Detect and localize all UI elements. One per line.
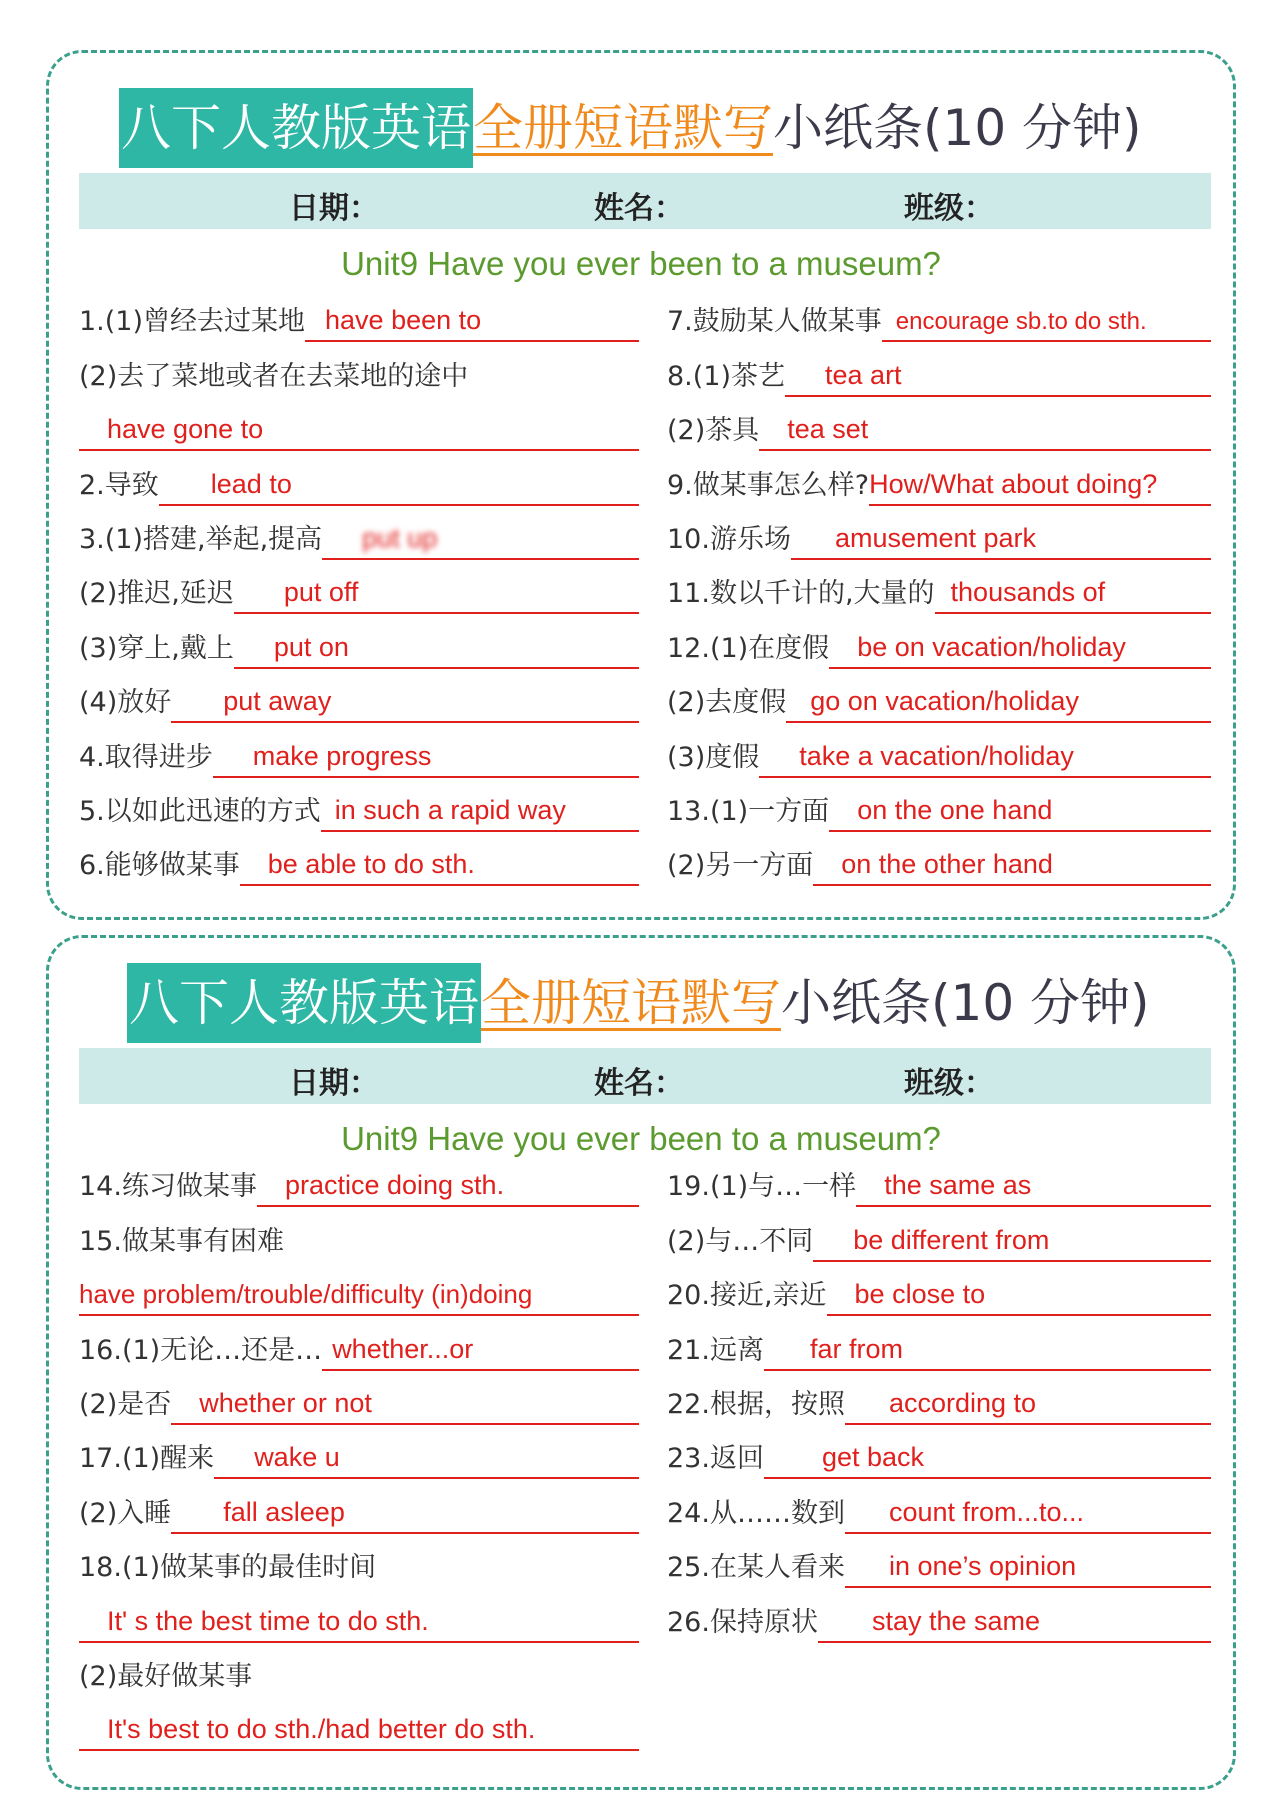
- worksheet-title: [127, 963, 1150, 1043]
- phrase-answer: in such a rapid way: [321, 795, 639, 832]
- phrase-prompt: (2)茶具: [667, 415, 760, 447]
- left-column: [79, 1153, 639, 1751]
- phrase-row: [667, 669, 1211, 723]
- phrase-prompt: 21.远离: [667, 1334, 764, 1366]
- phrase-answer: on the one hand: [829, 795, 1211, 832]
- phrase-row: [667, 451, 1211, 505]
- phrase-row: [667, 1588, 1211, 1642]
- phrase-prompt: 17.(1)醒来: [79, 1443, 215, 1475]
- phrase-answer: How/What about doing?: [869, 469, 1211, 506]
- phrase-prompt: 12.(1)在度假: [667, 632, 830, 664]
- phrase-row: [79, 342, 639, 396]
- phrase-answer: be different from: [813, 1225, 1211, 1262]
- worksheet-card-2: [46, 935, 1236, 1790]
- phrase-prompt: 4.取得进步: [79, 741, 213, 773]
- phrase-prompt: (4)放好: [79, 687, 172, 719]
- phrase-prompt: 23.返回: [667, 1443, 764, 1475]
- left-column: [79, 288, 639, 886]
- phrase-prompt: (2)另一方面: [667, 850, 814, 882]
- title-part-3: 小纸条(10 分钟): [781, 974, 1150, 1032]
- phrase-answer: whether or not: [171, 1388, 639, 1425]
- phrase-row: [667, 1316, 1211, 1370]
- phrase-answer: wake u: [214, 1442, 639, 1479]
- phrase-row: [667, 1207, 1211, 1261]
- phrase-row: [79, 1153, 639, 1207]
- phrase-row: [79, 397, 639, 451]
- phrase-row: [667, 1534, 1211, 1588]
- phrase-row: [79, 1316, 639, 1370]
- name-label: 姓名：: [594, 1066, 684, 1101]
- phrase-prompt: (3)度假: [667, 741, 760, 773]
- phrase-row: [79, 832, 639, 886]
- phrase-prompt: 6.能够做某事: [79, 850, 240, 882]
- phrase-row: [79, 1207, 639, 1261]
- phrase-row: [79, 723, 639, 777]
- phrase-answer: [322, 523, 639, 560]
- worksheet-card-1: [46, 50, 1236, 920]
- phrase-row: [79, 1479, 639, 1533]
- phrase-prompt: 24.从……数到: [667, 1497, 845, 1529]
- class-label: 班级：: [904, 191, 994, 226]
- phrase-row: [79, 778, 639, 832]
- title-part-2: 全册短语默写: [481, 974, 781, 1032]
- phrase-row: [79, 614, 639, 668]
- phrase-answer: practice doing sth.: [257, 1170, 639, 1207]
- phrase-answer: tea set: [759, 414, 1211, 451]
- phrase-prompt: 10.游乐场: [667, 523, 791, 555]
- phrase-answer: have gone to: [79, 414, 639, 451]
- phrase-row: [667, 288, 1211, 342]
- phrase-answer: be able to do sth.: [240, 849, 639, 886]
- phrase-answer: the same as: [856, 1170, 1211, 1207]
- phrase-prompt: (3)穿上,戴上: [79, 632, 234, 664]
- info-bar: [79, 1048, 1211, 1104]
- phrase-prompt: 20.接近,亲近: [667, 1280, 827, 1312]
- title-part-1: 八下人教版英语: [127, 963, 481, 1043]
- class-label: 班级：: [904, 1066, 994, 1101]
- phrase-answer: put on: [234, 632, 639, 669]
- phrase-prompt: 18.(1)做某事的最佳时间: [79, 1552, 377, 1584]
- phrase-row: [79, 451, 639, 505]
- right-column: [667, 288, 1211, 886]
- phrase-answer: be on vacation/holiday: [829, 632, 1211, 669]
- phrase-answer: whether...or: [322, 1334, 639, 1371]
- phrase-answer: get back: [764, 1442, 1211, 1479]
- phrase-prompt: 2.导致: [79, 469, 159, 501]
- phrase-row: [79, 1643, 639, 1697]
- phrase-answer: according to: [845, 1388, 1211, 1425]
- phrase-prompt: 13.(1)一方面: [667, 795, 830, 827]
- phrase-answer: stay the same: [818, 1606, 1211, 1643]
- phrase-row: [79, 1262, 639, 1316]
- phrase-answer: be close to: [827, 1279, 1211, 1316]
- phrase-row: [667, 1479, 1211, 1533]
- phrase-row: [79, 1697, 639, 1751]
- unit-heading: Unit9 Have you ever been to a museum?: [341, 245, 941, 282]
- phrase-answer: tea art: [785, 360, 1211, 397]
- phrase-prompt: 1.(1)曾经去过某地: [79, 306, 306, 338]
- phrase-row: [667, 397, 1211, 451]
- phrase-row: [79, 1588, 639, 1642]
- phrase-answer: make progress: [213, 741, 639, 778]
- worksheet-title: [119, 88, 1142, 168]
- phrase-answer: go on vacation/holiday: [786, 686, 1211, 723]
- phrase-row: [667, 723, 1211, 777]
- phrase-answer: It' s the best time to do sth.: [79, 1606, 639, 1643]
- info-bar: [79, 173, 1211, 229]
- phrase-row: [667, 560, 1211, 614]
- phrase-answer: take a vacation/holiday: [759, 741, 1211, 778]
- phrase-prompt: 26.保持原状: [667, 1606, 818, 1638]
- phrase-row: [79, 560, 639, 614]
- phrase-answer: have been to: [305, 305, 639, 342]
- phrase-prompt: 9.做某事怎么样?: [667, 469, 870, 501]
- phrase-prompt: 16.(1)无论…还是…: [79, 1334, 323, 1366]
- phrase-prompt: 8.(1)茶艺: [667, 360, 786, 392]
- phrase-answer: in one’s opinion: [845, 1551, 1211, 1588]
- phrase-row: [667, 1262, 1211, 1316]
- phrase-row: [667, 1425, 1211, 1479]
- phrase-prompt: 25.在某人看来: [667, 1552, 845, 1584]
- phrase-row: [79, 506, 639, 560]
- phrase-answer: have problem/trouble/difficulty (in)doing: [79, 1279, 639, 1316]
- phrase-answer: on the other hand: [813, 849, 1211, 886]
- phrase-answer: fall asleep: [171, 1497, 639, 1534]
- phrase-prompt: 22.根据，按照: [667, 1388, 845, 1420]
- phrase-prompt: (2)去度假: [667, 687, 787, 719]
- phrase-row: [79, 1425, 639, 1479]
- unit-heading: Unit9 Have you ever been to a museum?: [341, 1120, 941, 1157]
- phrase-prompt: (2)是否: [79, 1388, 172, 1420]
- title-part-1: 八下人教版英语: [119, 88, 473, 168]
- title-part-3: 小纸条(10 分钟): [773, 99, 1142, 157]
- phrase-prompt: 11.数以千计的,大量的: [667, 578, 935, 610]
- phrase-prompt: 3.(1)搭建,举起,提高: [79, 523, 323, 555]
- phrase-prompt: 14.练习做某事: [79, 1171, 257, 1203]
- phrase-row: [667, 1153, 1211, 1207]
- phrase-answer: lead to: [159, 469, 639, 506]
- right-column: [667, 1153, 1211, 1643]
- phrase-answer: far from: [764, 1334, 1211, 1371]
- phrase-prompt: (2)入睡: [79, 1497, 172, 1529]
- phrase-prompt: (2)与…不同: [667, 1225, 814, 1257]
- phrase-row: [667, 832, 1211, 886]
- phrase-answer: count from...to...: [845, 1497, 1211, 1534]
- phrase-row: [79, 1534, 639, 1588]
- phrase-answer: put off: [234, 577, 639, 614]
- phrase-row: [667, 778, 1211, 832]
- phrase-prompt: (2)推迟,延迟: [79, 578, 234, 610]
- date-label: 日期：: [289, 1066, 379, 1101]
- phrase-prompt: 15.做某事有困难: [79, 1225, 284, 1257]
- phrase-row: [667, 1371, 1211, 1425]
- phrase-answer: put away: [171, 686, 639, 723]
- phrase-row: [667, 614, 1211, 668]
- phrase-answer: thousands of: [935, 577, 1211, 614]
- phrase-answer: encourage sb.to do sth.: [882, 308, 1211, 342]
- blurred-answer: put up: [362, 522, 438, 553]
- phrase-answer: It's best to do sth./had better do sth.: [79, 1714, 639, 1751]
- phrase-row: [79, 288, 639, 342]
- name-label: 姓名：: [594, 191, 684, 226]
- phrase-row: [667, 342, 1211, 396]
- phrase-row: [79, 1371, 639, 1425]
- phrase-row: [667, 506, 1211, 560]
- phrase-prompt: (2)去了菜地或者在去菜地的途中: [79, 360, 469, 392]
- phrase-prompt: 7.鼓励某人做某事: [667, 306, 882, 338]
- title-part-2: 全册短语默写: [473, 99, 773, 157]
- phrase-prompt: (2)最好做某事: [79, 1660, 253, 1692]
- phrase-row: [79, 669, 639, 723]
- phrase-answer: amusement park: [791, 523, 1211, 560]
- phrase-prompt: 19.(1)与…一样: [667, 1171, 857, 1203]
- date-label: 日期：: [289, 191, 379, 226]
- phrase-prompt: 5.以如此迅速的方式: [79, 795, 321, 827]
